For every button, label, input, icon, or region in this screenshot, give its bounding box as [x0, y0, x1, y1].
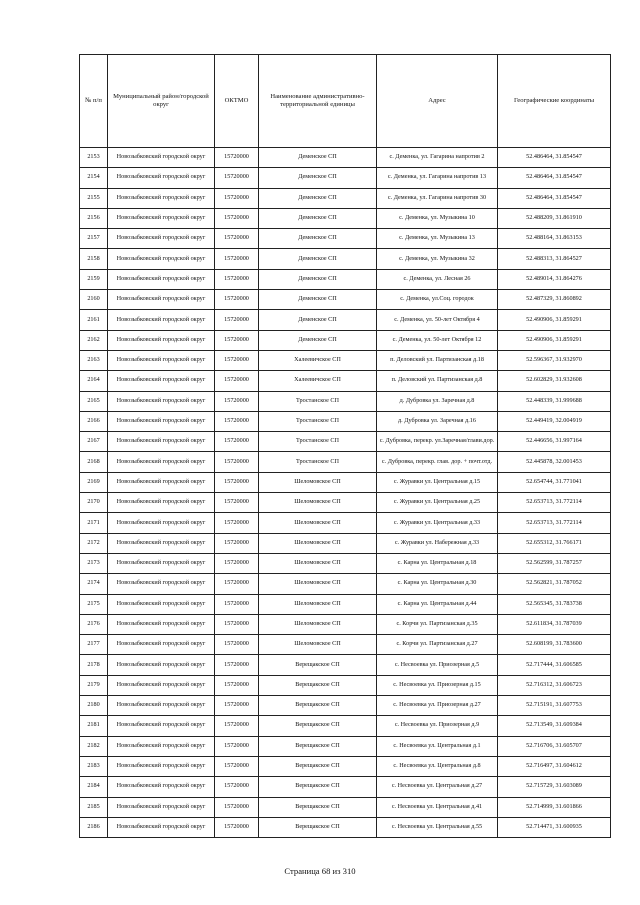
oktmo-cell: 15720000 [215, 635, 259, 655]
row-number: 2171 [80, 513, 108, 533]
coordinates-cell: 52.446656, 31.997164 [498, 432, 611, 452]
table-row [80, 777, 611, 797]
municipality-cell: Новозыбковский городской округ [108, 290, 215, 310]
table-row [80, 574, 611, 594]
coordinates-cell: 52.490906, 31.859291 [498, 330, 611, 350]
address-cell: с. Несвоевка ул. Центральная д.27 [377, 777, 498, 797]
admin-unit-cell: Халеевичское СП [259, 371, 377, 391]
table-row [80, 675, 611, 695]
oktmo-cell: 15720000 [215, 817, 259, 837]
address-cell: с. Несвоевка ул. Центральная д.1 [377, 736, 498, 756]
coordinates-cell: 52.449419, 32.004919 [498, 411, 611, 431]
address-cell: с. Карна ул. Центральная д.44 [377, 594, 498, 614]
coordinates-cell: 52.715191, 31.607753 [498, 696, 611, 716]
municipality-cell: Новозыбковский городской округ [108, 756, 215, 776]
coordinates-cell: 52.716312, 31.606723 [498, 675, 611, 695]
table-row [80, 472, 611, 492]
municipality-cell: Новозыбковский городской округ [108, 371, 215, 391]
admin-unit-cell: Шеломовское СП [259, 533, 377, 553]
row-number: 2165 [80, 391, 108, 411]
address-cell: с. Деменка, ул.Соц. городок [377, 290, 498, 310]
table-row [80, 797, 611, 817]
table-row [80, 188, 611, 208]
coordinates-cell: 52.653713, 31.772114 [498, 493, 611, 513]
row-number: 2182 [80, 736, 108, 756]
oktmo-cell: 15720000 [215, 432, 259, 452]
municipality-cell: Новозыбковский городской округ [108, 614, 215, 634]
oktmo-cell: 15720000 [215, 574, 259, 594]
oktmo-cell: 15720000 [215, 614, 259, 634]
municipality-cell: Новозыбковский городской округ [108, 229, 215, 249]
municipality-cell: Новозыбковский городской округ [108, 574, 215, 594]
municipality-cell: Новозыбковский городской округ [108, 553, 215, 573]
coordinates-cell: 52.488209, 31.861910 [498, 208, 611, 228]
registry-table [79, 54, 611, 838]
admin-unit-cell: Тростанское СП [259, 391, 377, 411]
municipality-cell: Новозыбковский городской округ [108, 432, 215, 452]
header-admin-unit: Наименование административно-территориальной единицы [259, 55, 377, 148]
row-number: 2159 [80, 269, 108, 289]
admin-unit-cell: Деменское СП [259, 249, 377, 269]
coordinates-cell: 52.448339, 31.999688 [498, 391, 611, 411]
admin-unit-cell: Шеломовское СП [259, 574, 377, 594]
municipality-cell: Новозыбковский городской округ [108, 188, 215, 208]
oktmo-cell: 15720000 [215, 452, 259, 472]
row-number: 2177 [80, 635, 108, 655]
table-row [80, 350, 611, 370]
row-number: 2178 [80, 655, 108, 675]
municipality-cell: Новозыбковский городской округ [108, 696, 215, 716]
municipality-cell: Новозыбковский городской округ [108, 675, 215, 695]
coordinates-cell: 52.716497, 31.604612 [498, 756, 611, 776]
header-oktmo: ОКТМО [215, 55, 259, 148]
oktmo-cell: 15720000 [215, 350, 259, 370]
coordinates-cell: 52.489014, 31.864276 [498, 269, 611, 289]
row-number: 2169 [80, 472, 108, 492]
oktmo-cell: 15720000 [215, 513, 259, 533]
table-row [80, 493, 611, 513]
address-cell: с. Деменка, ул. Музыкина 32 [377, 249, 498, 269]
coordinates-cell: 52.562821, 31.787052 [498, 574, 611, 594]
municipality-cell: Новозыбковский городской округ [108, 269, 215, 289]
admin-unit-cell: Шеломовское СП [259, 493, 377, 513]
header-address: Адрес [377, 55, 498, 148]
oktmo-cell: 15720000 [215, 330, 259, 350]
table-row [80, 330, 611, 350]
row-number: 2174 [80, 574, 108, 594]
row-number: 2154 [80, 168, 108, 188]
coordinates-cell: 52.602829, 31.932608 [498, 371, 611, 391]
address-cell: с. Дубровка, перекр. глав. дор. + почт.отд. [377, 452, 498, 472]
admin-unit-cell: Деменское СП [259, 310, 377, 330]
oktmo-cell: 15720000 [215, 756, 259, 776]
oktmo-cell: 15720000 [215, 675, 259, 695]
table-row [80, 432, 611, 452]
municipality-cell: Новозыбковский городской округ [108, 452, 215, 472]
admin-unit-cell: Верещакское СП [259, 777, 377, 797]
municipality-cell: Новозыбковский городской округ [108, 635, 215, 655]
admin-unit-cell: Верещакское СП [259, 756, 377, 776]
address-cell: с. Карна ул. Центральная д.18 [377, 553, 498, 573]
row-number: 2158 [80, 249, 108, 269]
table-row [80, 208, 611, 228]
address-cell: д. Дубровка ул. Заречная д.16 [377, 411, 498, 431]
row-number: 2173 [80, 553, 108, 573]
coordinates-cell: 52.611834, 31.787039 [498, 614, 611, 634]
coordinates-cell: 52.654744, 31.771041 [498, 472, 611, 492]
oktmo-cell: 15720000 [215, 736, 259, 756]
admin-unit-cell: Деменское СП [259, 330, 377, 350]
table-row [80, 736, 611, 756]
table-row [80, 310, 611, 330]
admin-unit-cell: Тростанское СП [259, 452, 377, 472]
table-row [80, 553, 611, 573]
coordinates-cell: 52.486464, 31.854547 [498, 188, 611, 208]
oktmo-cell: 15720000 [215, 269, 259, 289]
municipality-cell: Новозыбковский городской округ [108, 391, 215, 411]
coordinates-cell: 52.717444, 31.606585 [498, 655, 611, 675]
page-number: Страница 68 из 310 [284, 866, 356, 876]
coordinates-cell: 52.565345, 31.783738 [498, 594, 611, 614]
row-number: 2183 [80, 756, 108, 776]
address-cell: с. Журавки ул. Центральная д.25 [377, 493, 498, 513]
admin-unit-cell: Халеевичское СП [259, 350, 377, 370]
table-row [80, 290, 611, 310]
admin-unit-cell: Деменское СП [259, 290, 377, 310]
oktmo-cell: 15720000 [215, 655, 259, 675]
coordinates-cell: 52.445878, 32.001453 [498, 452, 611, 472]
row-number: 2161 [80, 310, 108, 330]
admin-unit-cell: Деменское СП [259, 208, 377, 228]
oktmo-cell: 15720000 [215, 208, 259, 228]
oktmo-cell: 15720000 [215, 168, 259, 188]
table-row [80, 635, 611, 655]
coordinates-cell: 52.716706, 31.605707 [498, 736, 611, 756]
table-row [80, 756, 611, 776]
row-number: 2166 [80, 411, 108, 431]
oktmo-cell: 15720000 [215, 797, 259, 817]
admin-unit-cell: Деменское СП [259, 188, 377, 208]
oktmo-cell: 15720000 [215, 310, 259, 330]
row-number: 2163 [80, 350, 108, 370]
address-cell: с. Дубровка, перекр. ул.Заречная/глави.дор. [377, 432, 498, 452]
table-row [80, 371, 611, 391]
row-number: 2160 [80, 290, 108, 310]
table-row [80, 655, 611, 675]
address-cell: п. Деловский ул. Партизанская д.18 [377, 350, 498, 370]
admin-unit-cell: Верещакское СП [259, 736, 377, 756]
table-row [80, 168, 611, 188]
address-cell: с. Журавки ул. Центральная д.33 [377, 513, 498, 533]
admin-unit-cell: Шеломовское СП [259, 472, 377, 492]
table-row [80, 533, 611, 553]
address-cell: с. Несвоевка ул. Центральная д.55 [377, 817, 498, 837]
header-number: № п/п [80, 55, 108, 148]
municipality-cell: Новозыбковский городской округ [108, 594, 215, 614]
municipality-cell: Новозыбковский городской округ [108, 330, 215, 350]
table-row [80, 614, 611, 634]
municipality-cell: Новозыбковский городской округ [108, 148, 215, 168]
table-row [80, 411, 611, 431]
municipality-cell: Новозыбковский городской округ [108, 533, 215, 553]
municipality-cell: Новозыбковский городской округ [108, 168, 215, 188]
admin-unit-cell: Шеломовское СП [259, 513, 377, 533]
oktmo-cell: 15720000 [215, 594, 259, 614]
row-number: 2156 [80, 208, 108, 228]
table-row [80, 249, 611, 269]
table-row [80, 513, 611, 533]
admin-unit-cell: Верещакское СП [259, 797, 377, 817]
row-number: 2181 [80, 716, 108, 736]
oktmo-cell: 15720000 [215, 411, 259, 431]
oktmo-cell: 15720000 [215, 696, 259, 716]
admin-unit-cell: Тростанское СП [259, 432, 377, 452]
row-number: 2172 [80, 533, 108, 553]
oktmo-cell: 15720000 [215, 391, 259, 411]
row-number: 2167 [80, 432, 108, 452]
row-number: 2170 [80, 493, 108, 513]
row-number: 2175 [80, 594, 108, 614]
municipality-cell: Новозыбковский городской округ [108, 493, 215, 513]
address-cell: с. Деменка, ул. Музыкина 13 [377, 229, 498, 249]
oktmo-cell: 15720000 [215, 290, 259, 310]
address-cell: с. Деменка, ул. Лесная 26 [377, 269, 498, 289]
coordinates-cell: 52.655312, 31.766171 [498, 533, 611, 553]
municipality-cell: Новозыбковский городской округ [108, 249, 215, 269]
address-cell: с. Несвоевка ул. Приозерная д.5 [377, 655, 498, 675]
address-cell: с. Несвоевка ул. Приозерная д.27 [377, 696, 498, 716]
coordinates-cell: 52.488313, 31.864527 [498, 249, 611, 269]
header-coordinates: Географические координаты [498, 55, 611, 148]
row-number: 2157 [80, 229, 108, 249]
coordinates-cell: 52.608199, 31.783600 [498, 635, 611, 655]
admin-unit-cell: Верещакское СП [259, 716, 377, 736]
oktmo-cell: 15720000 [215, 472, 259, 492]
coordinates-cell: 52.713549, 31.609384 [498, 716, 611, 736]
row-number: 2162 [80, 330, 108, 350]
oktmo-cell: 15720000 [215, 777, 259, 797]
address-cell: с. Карна ул. Центральная д.30 [377, 574, 498, 594]
admin-unit-cell: Шеломовское СП [259, 635, 377, 655]
table-row [80, 452, 611, 472]
coordinates-cell: 52.486464, 31.854547 [498, 148, 611, 168]
admin-unit-cell: Шеломовское СП [259, 594, 377, 614]
coordinates-cell: 52.714471, 31.600935 [498, 817, 611, 837]
table-row [80, 229, 611, 249]
coordinates-cell: 52.715729, 31.603089 [498, 777, 611, 797]
table-row [80, 817, 611, 837]
admin-unit-cell: Верещакское СП [259, 655, 377, 675]
table-row [80, 696, 611, 716]
oktmo-cell: 15720000 [215, 533, 259, 553]
address-cell: с. Несвоевка ул. Центральная д.8 [377, 756, 498, 776]
municipality-cell: Новозыбковский городской округ [108, 513, 215, 533]
oktmo-cell: 15720000 [215, 229, 259, 249]
admin-unit-cell: Тростанское СП [259, 411, 377, 431]
row-number: 2176 [80, 614, 108, 634]
coordinates-cell: 52.488164, 31.863153 [498, 229, 611, 249]
row-number: 2184 [80, 777, 108, 797]
address-cell: с. Несвоевка ул. Приозерная д.9 [377, 716, 498, 736]
address-cell: с. Корчи ул. Партизанская д.27 [377, 635, 498, 655]
oktmo-cell: 15720000 [215, 188, 259, 208]
address-cell: с. Деменка, ул. Гагарина напротив 13 [377, 168, 498, 188]
row-number: 2155 [80, 188, 108, 208]
table-row [80, 594, 611, 614]
oktmo-cell: 15720000 [215, 553, 259, 573]
address-cell: д. Дубровка ул. Заречная д.8 [377, 391, 498, 411]
table-row [80, 148, 611, 168]
row-number: 2179 [80, 675, 108, 695]
coordinates-cell: 52.596367, 31.932970 [498, 350, 611, 370]
oktmo-cell: 15720000 [215, 716, 259, 736]
address-cell: с. Деменка, ул. 50-лет Октября 12 [377, 330, 498, 350]
coordinates-cell: 52.714999, 31.601866 [498, 797, 611, 817]
header-municipality: Муниципальный район/городской округ [108, 55, 215, 148]
table-row [80, 269, 611, 289]
admin-unit-cell: Шеломовское СП [259, 614, 377, 634]
address-cell: с. Несвоевка ул. Центральная д.41 [377, 797, 498, 817]
table-body [80, 148, 611, 838]
row-number: 2164 [80, 371, 108, 391]
municipality-cell: Новозыбковский городской округ [108, 777, 215, 797]
address-cell: с. Деменка, ул. Гагарина напротив 2 [377, 148, 498, 168]
address-cell: с. Деменка, ул. Гагарина напротив 30 [377, 188, 498, 208]
coordinates-cell: 52.486464, 31.854547 [498, 168, 611, 188]
address-cell: с. Корчи ул. Партизанская д.35 [377, 614, 498, 634]
admin-unit-cell: Деменское СП [259, 269, 377, 289]
address-cell: с. Несвоевка ул. Приозерная д.15 [377, 675, 498, 695]
row-number: 2180 [80, 696, 108, 716]
municipality-cell: Новозыбковский городской округ [108, 208, 215, 228]
address-cell: с. Деменка, ул. Музыкина 10 [377, 208, 498, 228]
admin-unit-cell: Деменское СП [259, 229, 377, 249]
header-row [80, 55, 611, 148]
address-cell: с. Деменка, ул. 50-лет Октября 4 [377, 310, 498, 330]
municipality-cell: Новозыбковский городской округ [108, 797, 215, 817]
municipality-cell: Новозыбковский городской округ [108, 655, 215, 675]
row-number: 2153 [80, 148, 108, 168]
admin-unit-cell: Верещакское СП [259, 675, 377, 695]
coordinates-cell: 52.487329, 31.860892 [498, 290, 611, 310]
municipality-cell: Новозыбковский городской округ [108, 817, 215, 837]
coordinates-cell: 52.490906, 31.859291 [498, 310, 611, 330]
municipality-cell: Новозыбковский городской округ [108, 411, 215, 431]
admin-unit-cell: Шеломовское СП [259, 553, 377, 573]
table-row [80, 716, 611, 736]
admin-unit-cell: Верещакское СП [259, 696, 377, 716]
municipality-cell: Новозыбковский городской округ [108, 716, 215, 736]
address-cell: п. Деловский ул. Партизанская д.8 [377, 371, 498, 391]
address-cell: с. Журавки ул. Центральная д.15 [377, 472, 498, 492]
oktmo-cell: 15720000 [215, 371, 259, 391]
oktmo-cell: 15720000 [215, 249, 259, 269]
table-header [80, 55, 611, 148]
row-number: 2168 [80, 452, 108, 472]
municipality-cell: Новозыбковский городской округ [108, 736, 215, 756]
row-number: 2185 [80, 797, 108, 817]
coordinates-cell: 52.562599, 31.787257 [498, 553, 611, 573]
admin-unit-cell: Верещакское СП [259, 817, 377, 837]
oktmo-cell: 15720000 [215, 148, 259, 168]
address-cell: с. Журавки ул. Набережная д.33 [377, 533, 498, 553]
admin-unit-cell: Деменское СП [259, 168, 377, 188]
municipality-cell: Новозыбковский городской округ [108, 350, 215, 370]
table-row [80, 391, 611, 411]
oktmo-cell: 15720000 [215, 493, 259, 513]
coordinates-cell: 52.653713, 31.772114 [498, 513, 611, 533]
municipality-cell: Новозыбковский городской округ [108, 310, 215, 330]
municipality-cell: Новозыбковский городской округ [108, 472, 215, 492]
admin-unit-cell: Деменское СП [259, 148, 377, 168]
row-number: 2186 [80, 817, 108, 837]
